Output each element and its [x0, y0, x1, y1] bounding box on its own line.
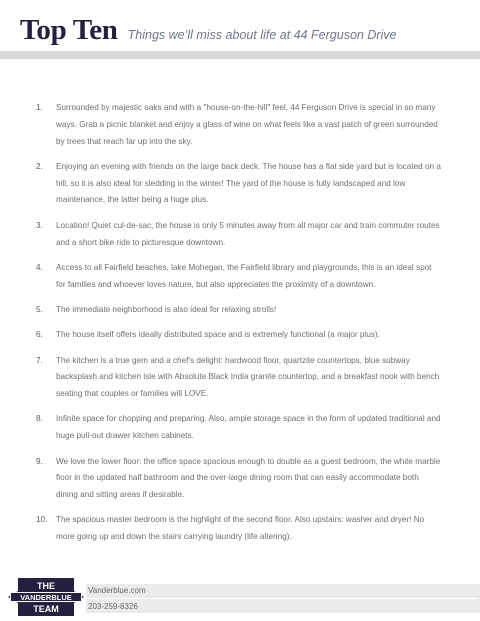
list-item — [36, 218, 442, 252]
item-number: 3. — [36, 220, 43, 230]
top-ten-list — [36, 100, 442, 555]
header-divider — [0, 51, 480, 59]
item-number: 6. — [36, 330, 43, 340]
item-text: The spacious master bedroom is the highlight of the second floor. Also upstairs: washer and dryer! No more going up and down the stairs carrying laundry (life altering). — [56, 515, 425, 542]
logo-line2: VANDERBLUE — [20, 593, 72, 602]
contact-info — [86, 584, 146, 613]
website-link[interactable]: Vanderblue.com — [88, 586, 146, 595]
list-item — [36, 512, 442, 546]
list-item — [36, 454, 442, 504]
vanderblue-team-logo — [8, 578, 84, 616]
list-item — [36, 353, 442, 403]
item-text: We love the lower floor: the office space spacious enough to double as a guest bedroom, the white marble floor in the updated half bathroom and the over-large dining room that can easily accommodate both dining and sitting areas if desirable. — [56, 456, 441, 500]
page-subtitle: Things we’ll miss about life at 44 Ferguson Drive — [127, 28, 397, 42]
item-text: Location! Quiet cul-de-sac, the house is only 5 minutes away from all major car and train commuter routes and a short bike ride to picturesque downtown. — [56, 220, 440, 247]
list-item — [36, 100, 442, 150]
list-item — [36, 302, 442, 319]
footer-divider — [86, 598, 478, 599]
item-text: The immediate neighborhood is also ideal for relaxing strolls! — [56, 304, 277, 314]
phone-number: 203-259-8326 — [88, 602, 138, 611]
item-number: 8. — [36, 414, 43, 424]
page-title: Top Ten — [20, 14, 118, 46]
logo-line3: TEAM — [33, 604, 59, 614]
item-number: 1. — [36, 103, 43, 112]
logo-line1: THE — [37, 581, 55, 591]
item-text: The house itself offers ideally distributed space and is extremely functional (a major plus). — [56, 330, 380, 340]
list-item — [36, 411, 442, 445]
item-text: Surrounded by majestic oaks and with a "house-on-the-hill" feel, 44 Ferguson Drive is special in so many ways. Grab a picnic blanket and enjoy a glass of wine on what feels like a vast patch of green surrounded by trees that reach far up into the sky. — [56, 103, 438, 146]
item-text: Access to all Fairfield beaches, lake Mohegan, the Fairfield library and playgrounds, this is an ideal spot for families and whoever loves nature, but also appreciates the proximity of a downtown. — [56, 262, 432, 289]
item-number: 7. — [36, 355, 43, 365]
item-number: 5. — [36, 304, 43, 314]
list-item — [36, 159, 442, 209]
list-item — [36, 260, 442, 294]
item-number: 4. — [36, 262, 43, 272]
item-text: Infinite space for chopping and preparing. Also, ample storage space in the form of updated traditional and huge pull-out drawer kitchen cabinets. — [56, 414, 441, 441]
item-text: Enjoying an evening with friends on the large back deck. The house has a flat side yard but is located on a hill, so it is also ideal for sledding in the winter! The yard of the house is fully landscaped and low maintenance, the latter being a huge plus. — [56, 161, 441, 205]
page-header — [20, 14, 397, 47]
item-number: 10. — [36, 515, 48, 525]
item-text: The kitchen is a true gem and a chef's delight: hardwood floor, quartzite countertops, blue subway backsplash and kitchen isle with Absolute Black India granite countertop, and a breakfast nook with bench seating that couples or families will LOVE. — [56, 355, 440, 399]
item-number: 2. — [36, 161, 43, 171]
list-item — [36, 327, 442, 344]
item-number: 9. — [36, 456, 43, 466]
